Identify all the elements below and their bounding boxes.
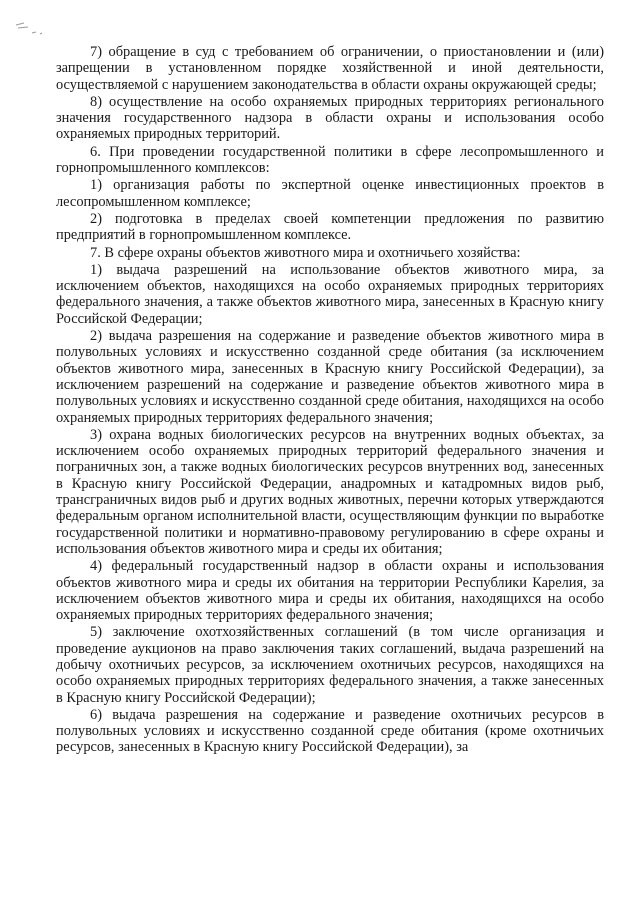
section-7-item-3: 3) охрана водных биологических ресурсов на внутренних водных объектах, за исключением особо охраняемых природных территорий федерального значения и пограничных зон, а также водных биологических ресурсов внутренних вод, занесенных в Красную книгу Российской Федерации, анадромных и катадромных видов рыб, трансграничных видов рыб и других водных животных, перечни которых утверждаются федеральным органом исполнительной власти, осуществляющим функции по выработке государственной политики и нормативно-правовому регулированию в сфере охраны и использования объектов животного мира и среды их обитания; [56, 426, 604, 557]
section-7-item-2: 2) выдача разрешения на содержание и разведение объектов животного мира в полувольных условиях и искусственно созданной среде обитания (за исключением объектов животного мира, занесенных в Красную книгу Российской Федерации), за исключением разрешений на содержание и разведение объектов животного мира в полувольных условиях и искусственно созданной среде обитания, находящихся на особо охраняемых природных территориях федерального значения; [56, 328, 604, 426]
section-7-item-5: 5) заключение охотхозяйственных соглашений (в том числе организация и проведение аукционов на право заключения таких соглашений, выдача разрешений на добычу охотничьих ресурсов, за исключением охотничьих ресурсов, находящихся на особо охраняемых природных территориях федерального значения, а также занесенных в Красную книгу Российской Федерации); [56, 624, 604, 706]
section-7-heading: 7. В сфере охраны объектов животного мира и охотничьего хозяйства: [90, 244, 521, 261]
section-7-item-1: 1) выдача разрешений на использование объектов животного мира, за исключением объектов, находящихся на особо охраняемых природных территориях федерального значения, а также объектов животного мира, занесенных в Красную книгу Российской Федерации; [56, 261, 604, 327]
section-6-item-1: 1) организация работы по экспертной оценке инвестиционных проектов в лесопромышленном комплексе; [56, 177, 604, 210]
paragraph-7-court-appeal: 7) обращение в суд с требованием об ограничении, о приостановлении и (или) запрещении в установленном порядке хозяйственной и иной деятельности, осуществляемой с нарушением законодательства в области охраны окружающей среды; [56, 44, 604, 93]
document-page [56, 44, 604, 757]
section-7-item-4: 4) федеральный государственный надзор в области охраны и использования объектов животного мира и среды их обитания на территории Республики Карелия, за исключением объектов животного мира и среды их обитания, находящихся на особо охраняемых природных территориях федерального значения; [56, 558, 604, 624]
section-7-item-6: 6) выдача разрешения на содержание и разведение охотничьих ресурсов в полувольных условиях и искусственно созданной среде обитания (кроме охотничьих ресурсов, занесенных в Красную книгу Российской Федерации), за [56, 706, 604, 756]
scan-artifact-mark [14, 22, 44, 36]
section-6-heading: 6. При проведении государственной политики в сфере лесопромышленного и горнопромышленного комплексов: [56, 143, 604, 177]
section-6-item-2: 2) подготовка в пределах своей компетенции предложения по развитию предприятий в горнопромышленном комплексе. [56, 210, 604, 244]
paragraph-8-regional-supervision: 8) осуществление на особо охраняемых природных территориях регионального значения государственного надзора в области охраны и использования особо охраняемых природных территорий. [56, 93, 604, 143]
